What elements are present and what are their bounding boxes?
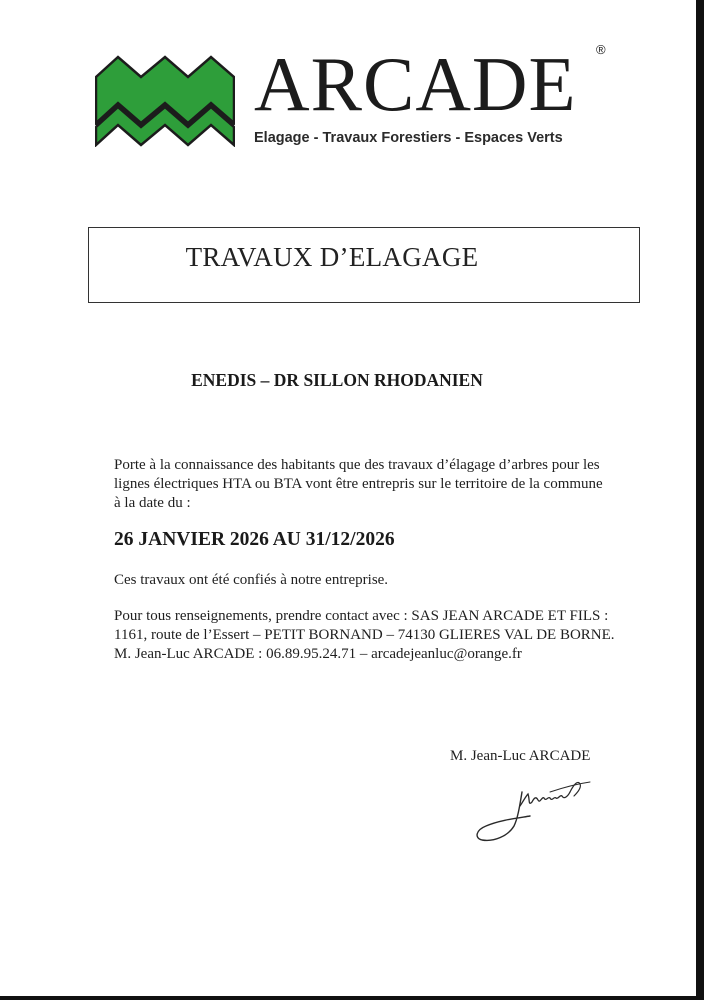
contact-paragraph [114, 607, 644, 664]
confie-sentence: Ces travaux ont été confiés à notre entreprise. [114, 572, 389, 588]
scan-bottom-edge [0, 996, 704, 1000]
contact-line: Pour tous renseignements, prendre contact avec : SAS JEAN ARCADE ET FILS : [114, 608, 609, 624]
arcade-logo-mark-icon [95, 55, 235, 147]
client-heading-wrap [0, 370, 704, 391]
scan-right-edge [696, 0, 704, 1000]
signer-name: M. Jean-Luc ARCADE [450, 748, 591, 764]
client-heading: ENEDIS – DR SILLON RHODANIEN [191, 370, 483, 390]
notice-title-wrap [0, 242, 704, 273]
notice-title: TRAVAUX D’ELAGAGE [185, 242, 479, 272]
work-dates: 26 JANVIER 2026 AU 31/12/2026 [114, 529, 395, 550]
logo-tagline: Elagage - Travaux Forestiers - Espaces Verts [254, 130, 563, 146]
intro-line: lignes électriques HTA ou BTA vont être entrepris sur le territoire de la commune [114, 476, 603, 492]
intro-paragraph [114, 456, 644, 513]
handwritten-signature-icon [470, 770, 600, 850]
intro-line: à la date du : [114, 495, 191, 511]
contact-line: 1161, route de l’Essert – PETIT BORNAND – 74130 GLIERES VAL DE BORNE. [114, 627, 615, 643]
intro-line: Porte à la connaissance des habitants que des travaux d’élagage d’arbres pour les [114, 457, 600, 473]
arcade-wordmark: ARCADE [254, 41, 577, 127]
registered-mark: ® [596, 42, 606, 57]
contact-line: M. Jean-Luc ARCADE : 06.89.95.24.71 – arcadejeanluc@orange.fr [114, 646, 522, 662]
